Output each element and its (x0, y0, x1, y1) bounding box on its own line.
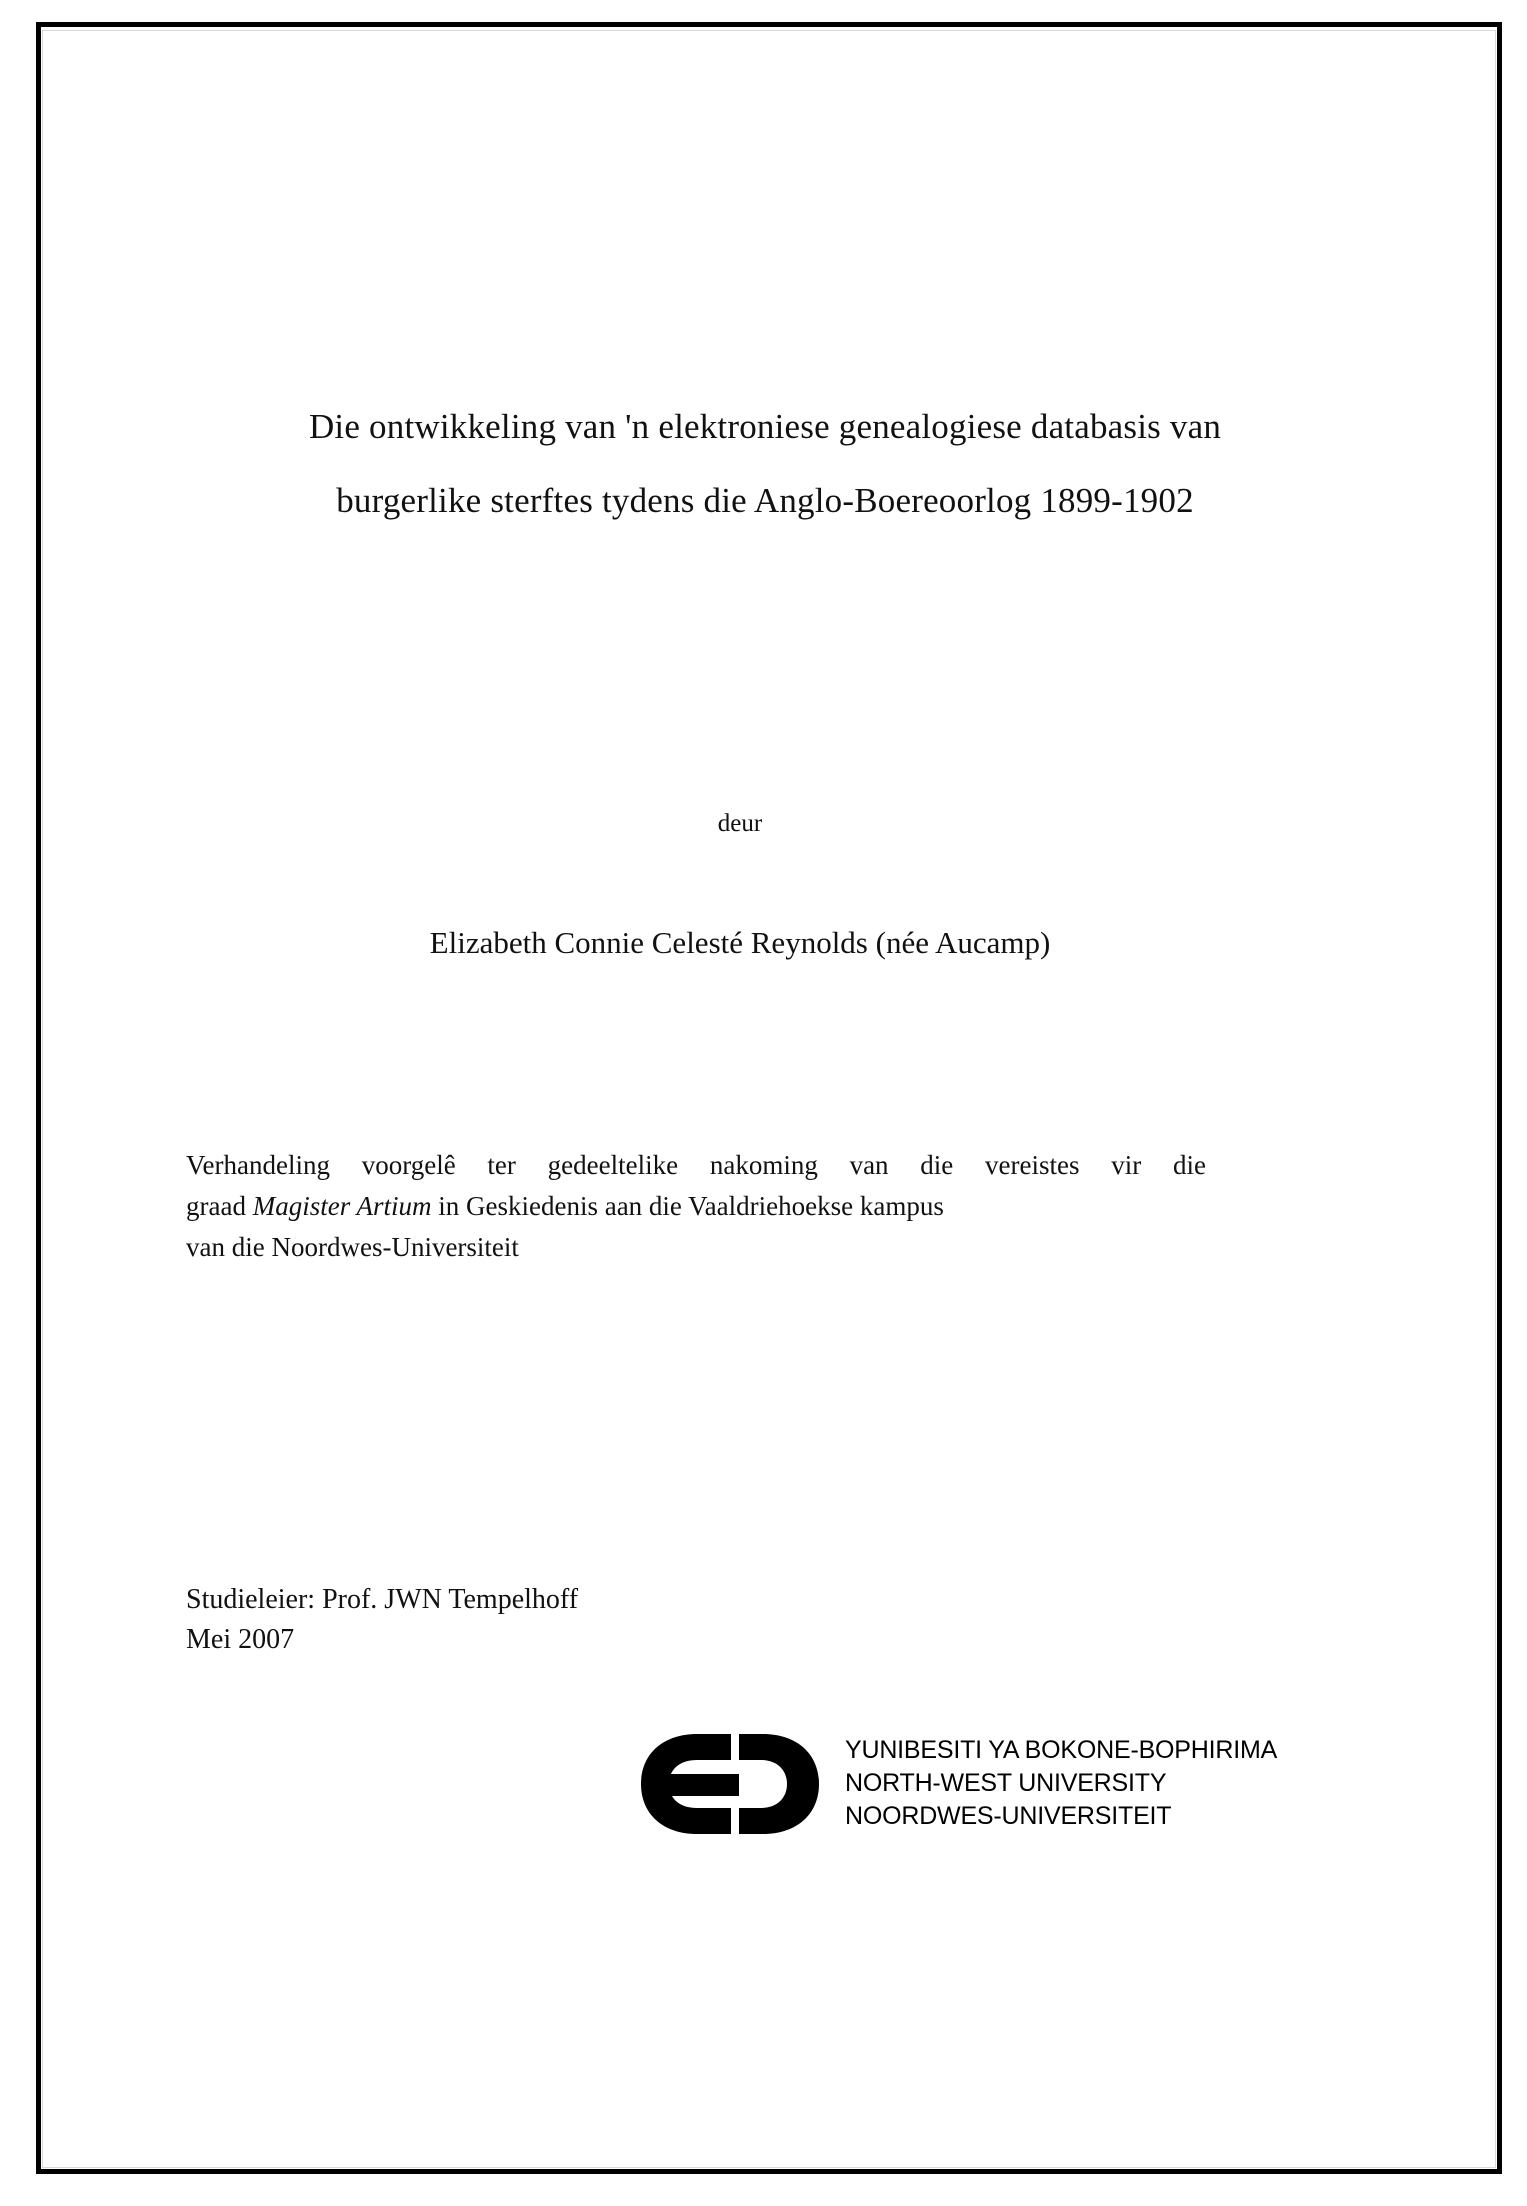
supervisor-line: Studieleier: Prof. JWN Tempelhoff (186, 1584, 579, 1615)
logo-text-line-3: NOORDWES-UNIVERSITEIT (845, 1802, 1172, 1830)
university-logo-text (845, 1734, 1277, 1833)
university-logo-block (460, 1720, 1278, 1850)
degree-name: Magister Artium (252, 1191, 432, 1221)
logo-text-line-2: NORTH-WEST UNIVERSITY (845, 1769, 1167, 1797)
date-line: Mei 2007 (186, 1624, 295, 1655)
page-title (185, 390, 1345, 538)
degree-statement-line-2-prefix: graad (186, 1191, 253, 1221)
degree-statement-line-1: Verhandeling voorgelê ter gedeeltelike nakoming van die vereistes vir die (186, 1150, 1206, 1180)
degree-statement (186, 1145, 1206, 1268)
author-name: Elizabeth Connie Celesté Reynolds (née Aucamp) (429, 925, 1051, 960)
north-west-university-logo-icon (635, 1730, 835, 1838)
logo-text-line-1: YUNIBESITI YA BOKONE-BOPHIRIMA (845, 1736, 1278, 1764)
title-page-content (160, 60, 1360, 2120)
degree-statement-line-3: van die Noordwes-Universiteit (186, 1232, 519, 1262)
title-line-1: Die ontwikkeling van 'n elektroniese genealogiese databasis van (308, 407, 1222, 446)
degree-statement-line-2 (186, 1186, 1206, 1227)
by-label: deur (717, 810, 763, 837)
degree-statement-line-2-suffix: in Geskiedenis aan die Vaaldriehoekse kampus (431, 1191, 944, 1221)
title-line-2: burgerlike sterftes tydens die Anglo-Boereoorlog 1899-1902 (336, 481, 1194, 520)
